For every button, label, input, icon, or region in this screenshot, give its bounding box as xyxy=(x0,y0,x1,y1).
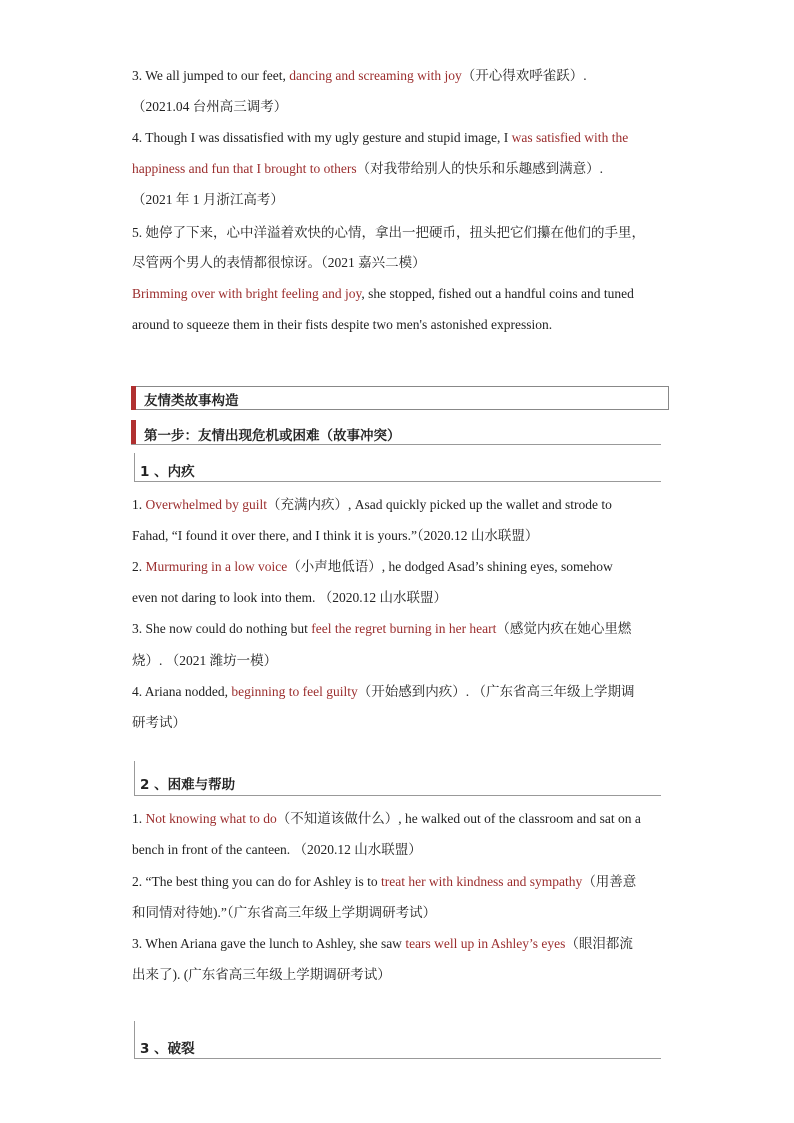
guilt-sentence-2-line-2: even not daring to look into them. （2020.12 山水联盟） xyxy=(132,590,447,605)
text: 1. xyxy=(132,497,146,512)
text: （充满内疚）, Asad quickly picked up the wallet and strode to xyxy=(266,497,612,512)
sentence-3-line xyxy=(132,67,587,85)
section-title: 友情类故事构造 xyxy=(144,393,239,409)
sentence-5-chinese-2: 尽管两个男人的表情都很惊讶。（2021 嘉兴二模） xyxy=(132,255,426,270)
subsection-title: 3 、破裂 xyxy=(140,1041,195,1057)
sentence-5-english xyxy=(132,285,634,303)
text: （小声地低语）, he dodged Asad’s shining eyes, somehow xyxy=(287,559,613,574)
sentence-5-english-2: around to squeeze them in their fists despite two men's astonished expression. xyxy=(132,317,553,332)
text: （不知道该做什么）, he walked out of the classroom and sat on a xyxy=(276,811,641,826)
highlight-phrase: dancing and screaming with joy xyxy=(289,68,462,83)
subsection-title: 1 、内疚 xyxy=(140,464,195,480)
subsection-underline xyxy=(134,1058,661,1059)
text: 1. xyxy=(132,811,146,826)
highlight-phrase: Overwhelmed by guilt xyxy=(145,497,267,512)
sentence-4-line xyxy=(132,129,628,147)
help-sentence-2 xyxy=(132,873,636,891)
source-note: （2021 年 1 月浙江高考） xyxy=(132,192,284,207)
subsection-underline xyxy=(134,481,661,482)
text: （对我带给别人的快乐和乐趣感到满意）. xyxy=(356,161,603,176)
subsection-left-rule xyxy=(134,1021,135,1058)
text: （感觉内疚在她心里燃 xyxy=(496,621,632,636)
help-sentence-2-line-2: 和同情对待她).”（广东省高三年级上学期调研考试） xyxy=(132,905,437,920)
guilt-sentence-4 xyxy=(132,683,634,701)
subsection-underline xyxy=(134,795,661,796)
sentence-4-line-2 xyxy=(132,160,603,178)
highlight-phrase: Brimming over with bright feeling and joy xyxy=(132,286,362,301)
text: 2. “The best thing you can do for Ashley is to xyxy=(132,874,381,889)
guilt-sentence-1-line-2: Fahad, “I found it over there, and I think it is yours.”（2020.12 山水联盟） xyxy=(132,528,539,543)
section-accent-bar xyxy=(131,386,136,410)
highlight-phrase: beginning to feel guilty xyxy=(231,684,358,699)
text: 4. Ariana nodded, xyxy=(132,684,232,699)
step-underline xyxy=(131,444,661,445)
highlight-phrase: was satisfied with the xyxy=(511,130,629,145)
text: 3. She now could do nothing but xyxy=(132,621,312,636)
step-title: 第一步：友情出现危机或困难（故事冲突） xyxy=(144,428,401,444)
help-sentence-1-line-2: bench in front of the canteen. （2020.12 山水联盟） xyxy=(132,842,422,857)
help-sentence-3 xyxy=(132,935,633,953)
help-sentence-1 xyxy=(132,810,641,828)
subsection-left-rule xyxy=(134,453,135,481)
text: （眼泪都流 xyxy=(565,936,633,951)
text: （开始感到内疚）. （广东省高三年级上学期调 xyxy=(357,684,635,699)
text: （用善意 xyxy=(582,874,637,889)
highlight-phrase: happiness and fun that I brought to others xyxy=(132,161,357,176)
highlight-phrase: feel the regret burning in her heart xyxy=(311,621,497,636)
text: 3. When Ariana gave the lunch to Ashley, she saw xyxy=(132,936,406,951)
guilt-sentence-3 xyxy=(132,620,631,638)
subsection-title: 2 、困难与帮助 xyxy=(140,777,236,793)
text: 2. xyxy=(132,559,146,574)
text: , she stopped, fished out a handful coins and tuned xyxy=(361,286,634,301)
subsection-left-rule xyxy=(134,761,135,795)
guilt-sentence-3-line-2: 烧）. （2021 潍坊一模） xyxy=(132,653,278,668)
sentence-5-chinese: 5. 她停了下来，心中洋溢着欢快的心情，拿出一把硬币，扭头把它们攥在他们的手里， xyxy=(132,225,645,240)
highlight-phrase: treat her with kindness and sympathy xyxy=(380,874,583,889)
guilt-sentence-1 xyxy=(132,496,612,514)
highlight-phrase: Murmuring in a low voice xyxy=(145,559,288,574)
guilt-sentence-2 xyxy=(132,558,613,576)
highlight-phrase: tears well up in Ashley’s eyes xyxy=(405,936,566,951)
text: 4. Though I was dissatisfied with my ugly gesture and stupid image, I xyxy=(132,130,512,145)
text: 3. We all jumped to our feet, xyxy=(132,68,290,83)
source-note: （2021.04 台州高三调考） xyxy=(132,99,288,114)
highlight-phrase: Not knowing what to do xyxy=(145,811,277,826)
step-accent-bar xyxy=(131,420,136,444)
guilt-sentence-4-line-2: 研考试） xyxy=(132,715,186,730)
text: （开心得欢呼雀跃）. xyxy=(461,68,587,83)
help-sentence-3-line-2: 出来了). (广东省高三年级上学期调研考试） xyxy=(132,967,391,982)
